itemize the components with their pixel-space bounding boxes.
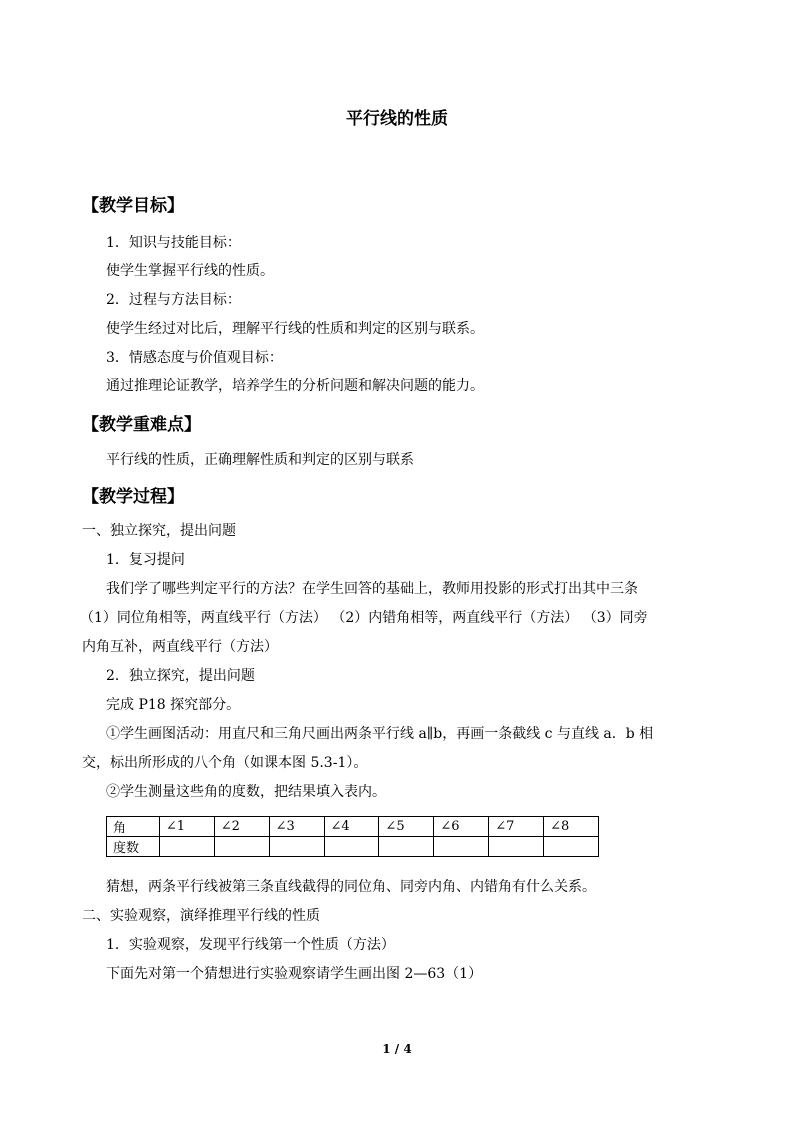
paragraph-line: 完成 P18 探究部分。 (106, 697, 241, 713)
table-cell: 角 (107, 817, 160, 837)
heading-goals: 【教学目标】 (82, 196, 184, 216)
table-cell (214, 837, 269, 857)
page-title: 平行线的性质 (346, 109, 448, 129)
table-cell: ∠3 (269, 817, 324, 837)
table-cell (379, 837, 434, 857)
goal-line-2: 使学生掌握平行线的性质。 (106, 263, 274, 279)
table-cell: ∠5 (379, 817, 434, 837)
table-cell: ∠2 (214, 817, 269, 837)
table-cell (269, 837, 324, 857)
paragraph-line: 我们学了哪些判定平行的方法？在学生回答的基础上，教师用投影的形式打出其中三条 (106, 581, 638, 597)
table-cell (544, 837, 599, 857)
subsection-1-1: 1．复习提问 (106, 552, 185, 568)
subsection-2-1: 1．实验观察，发现平行线第一个性质（方法） (106, 937, 395, 953)
paragraph-line: 下面先对第一个猜想进行实验观察请学生画出图 2—63（1） (106, 966, 483, 982)
table-cell (159, 837, 214, 857)
heading-process: 【教学过程】 (82, 487, 184, 507)
paragraph-line: 内角互补，两直线平行（方法） (82, 639, 278, 655)
angle-measure-table (106, 816, 599, 857)
paragraph-line: 交，标出所形成的八个角（如课本图 5.3-1）。 (82, 755, 368, 771)
table-cell: ∠4 (324, 817, 379, 837)
keypoints-text: 平行线的性质，正确理解性质和判定的区别与联系 (106, 452, 414, 468)
table-cell: ∠8 (544, 817, 599, 837)
subsection-1-2: 2．独立探究，提出问题 (106, 668, 255, 684)
table-row (107, 817, 599, 837)
section-2-title: 二、实验观察，演绎推理平行线的性质 (82, 908, 320, 924)
table-cell: 度数 (107, 837, 160, 857)
goal-line-5: 3．情感态度与价值观目标： (106, 350, 283, 366)
table-row (107, 837, 599, 857)
table-cell: ∠6 (434, 817, 489, 837)
section-1-title: 一、独立探究，提出问题 (82, 523, 236, 539)
heading-keypoints: 【教学重难点】 (82, 415, 201, 435)
table-cell (489, 837, 544, 857)
paragraph-line: 猜想，两条平行线被第三条直线截得的同位角、同旁内角、内错角有什么关系。 (106, 879, 596, 895)
table-cell: ∠7 (489, 817, 544, 837)
goal-line-6: 通过推理论证教学，培养学生的分析问题和解决问题的能力。 (106, 378, 484, 394)
paragraph-line: ②学生测量这些角的度数，把结果填入表内。 (106, 784, 386, 800)
page-number: 1 / 4 (382, 1042, 412, 1056)
table-cell (434, 837, 489, 857)
goal-line-3: 2．过程与方法目标： (106, 292, 241, 308)
goal-line-4: 使学生经过对比后，理解平行线的性质和判定的区别与联系。 (106, 321, 484, 337)
paragraph-line: ①学生画图活动：用直尺和三角尺画出两条平行线 a∥b，再画一条截线 c 与直线 a．b 相 (106, 726, 654, 742)
goal-line-1: 1．知识与技能目标： (106, 235, 241, 251)
table-cell (324, 837, 379, 857)
paragraph-line: （1）同位角相等，两直线平行（方法） （2）内错角相等，两直线平行（方法） （3）同旁 (80, 610, 648, 626)
table-cell: ∠1 (159, 817, 214, 837)
